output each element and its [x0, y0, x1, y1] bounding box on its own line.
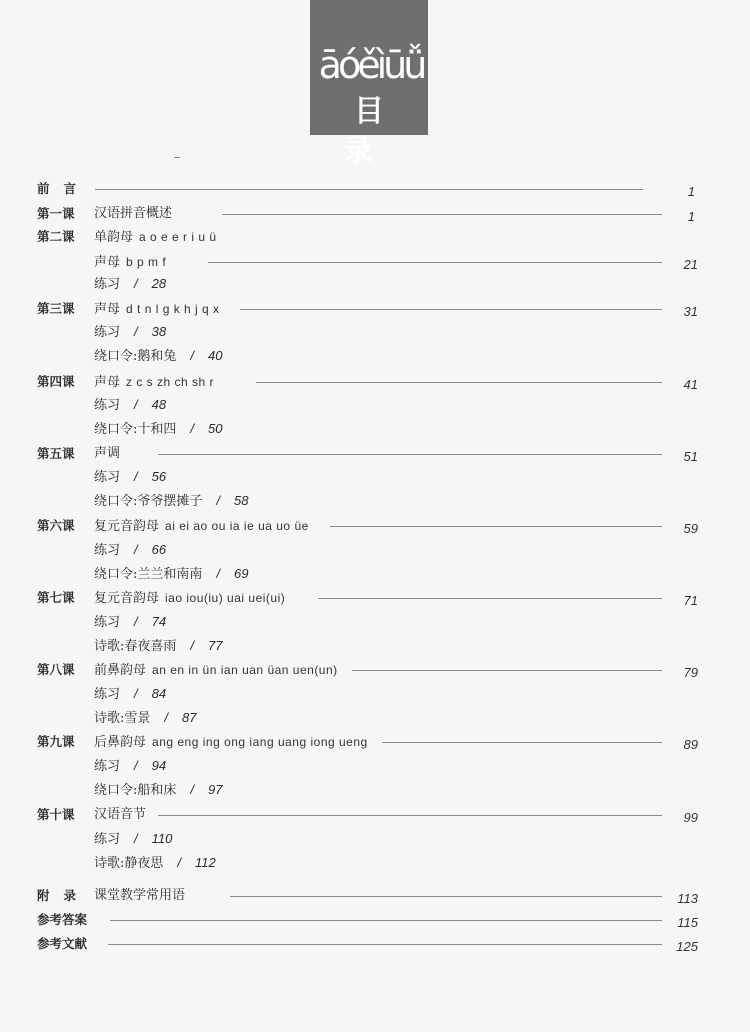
toc-inline-page-number: 56: [151, 469, 167, 484]
toc-title: [94, 466, 166, 489]
toc-leader-line: [240, 309, 662, 310]
toc-title-text: 练习: [94, 325, 121, 340]
toc-title: [94, 371, 214, 394]
toc-entry[interactable]: [0, 731, 750, 753]
toc-entry[interactable]: [0, 563, 750, 585]
toc-entry[interactable]: [0, 466, 750, 488]
toc-entry[interactable]: [0, 539, 750, 561]
toc-title: [94, 659, 338, 682]
toc-page-number: 1: [687, 184, 695, 199]
toc-title: [94, 563, 248, 586]
toc-inline-page-number: 69: [234, 566, 249, 581]
toc-title: [94, 321, 166, 344]
toc-title: [94, 683, 166, 706]
toc-title: [94, 203, 172, 225]
toc-slash: /: [134, 758, 138, 773]
toc-entry[interactable]: [0, 852, 750, 874]
toc-page-number: 89: [683, 737, 698, 752]
svg-text:āóěìūǚ: āóěìūǚ: [318, 43, 424, 87]
toc-title: [94, 443, 120, 465]
toc-slash: /: [190, 638, 195, 653]
toc-page-number: 51: [683, 449, 698, 464]
toc-entry[interactable]: [0, 683, 750, 705]
toc-inline-page-number: 84: [151, 686, 167, 701]
pinyin-decoration: [316, 34, 426, 92]
toc-title: [94, 707, 196, 730]
toc-leader-line: [108, 944, 662, 945]
toc-leader-line: [158, 454, 662, 455]
toc-title-text: 练习: [94, 470, 121, 485]
toc-phonetics: ang eng ing ong iang uang iong ueng: [152, 735, 368, 749]
toc-title: [94, 828, 172, 851]
toc-title: [94, 490, 248, 513]
toc-inline-page-number: 48: [151, 397, 167, 412]
toc-slash: /: [216, 566, 221, 581]
toc-entry[interactable]: [0, 371, 750, 393]
toc-entry[interactable]: [0, 298, 750, 320]
toc-entry[interactable]: [0, 251, 750, 273]
toc-slash: /: [190, 348, 195, 363]
toc-page-number: 59: [683, 521, 698, 536]
toc-title-text: 练习: [94, 615, 121, 630]
toc-title-text: 练习: [94, 687, 121, 702]
toc-page-number: 21: [683, 257, 698, 272]
page-title: 目录: [343, 94, 406, 169]
toc-page-number: 99: [683, 810, 698, 825]
toc-entry[interactable]: [0, 394, 750, 416]
toc-title-text: 复元音韵母: [94, 591, 160, 606]
toc-inline-page-number: 66: [151, 542, 167, 557]
toc-phonetics: b p m f: [126, 255, 167, 269]
toc-title-text: 声母: [94, 375, 121, 390]
toc-page-number: 113: [677, 891, 698, 906]
toc-phonetics: d t n l g k h j q x: [126, 302, 220, 316]
toc-inline-page-number: 38: [151, 324, 167, 339]
toc-title-text: 诗歌:静夜思: [94, 856, 164, 871]
toc-inline-page-number: 40: [208, 348, 223, 363]
toc-slash: /: [134, 831, 138, 846]
toc-title: [94, 587, 285, 610]
toc-leader-line: [382, 742, 662, 743]
toc-inline-page-number: 110: [151, 831, 173, 846]
toc-entry[interactable]: [0, 933, 750, 955]
toc-leader-line: [208, 262, 662, 263]
toc-chapter-label: 第四课: [37, 374, 75, 389]
toc-page-number: 31: [683, 304, 698, 319]
toc-title-text: 声母: [94, 255, 121, 270]
toc-title: [94, 731, 368, 754]
toc-inline-page-number: 58: [234, 493, 249, 508]
toc-phonetics: ai ei ao ou ia ie ua uo üe: [165, 519, 309, 533]
toc-title-text: 绕口令:鹅和兔: [94, 349, 177, 364]
toc-chapter-label: 第八课: [37, 662, 75, 677]
toc-leader-line: [256, 382, 662, 383]
toc-title: [94, 418, 222, 441]
toc-title-text: 练习: [94, 277, 121, 292]
toc-slash: /: [134, 276, 138, 291]
toc-inline-page-number: 87: [182, 710, 197, 725]
toc-leader-line: [110, 920, 662, 921]
toc-title-text: 声母: [94, 302, 121, 317]
toc-slash: /: [190, 421, 195, 436]
toc-entry[interactable]: [0, 755, 750, 777]
toc-entry[interactable]: [0, 178, 750, 200]
toc-title: [94, 611, 166, 634]
toc-title-text: 汉语拼音概述: [94, 206, 173, 221]
toc-phonetics: z c s zh ch sh r: [126, 375, 215, 389]
toc-title: [94, 885, 185, 907]
toc-slash: /: [164, 710, 169, 725]
toc-slash: /: [134, 397, 138, 412]
toc-entry[interactable]: [0, 707, 750, 729]
toc-title: [94, 298, 220, 321]
toc-title-text: 练习: [94, 398, 121, 413]
toc-title: [94, 394, 166, 417]
toc-entry[interactable]: [0, 659, 750, 681]
toc-chapter-label: 第九课: [37, 734, 75, 749]
toc-title-text: 诗歌:雪景: [94, 711, 151, 726]
toc-leader-line: [222, 214, 662, 215]
toc-entry[interactable]: [0, 635, 750, 657]
toc-entry[interactable]: [0, 345, 750, 367]
toc-title-text: 汉语音节: [94, 807, 147, 822]
toc-page-number: 71: [683, 593, 698, 608]
toc-inline-page-number: 77: [208, 638, 223, 653]
toc-slash: /: [134, 686, 138, 701]
toc-inline-page-number: 94: [151, 758, 167, 773]
toc-slash: /: [177, 855, 182, 870]
toc-title-text: 绕口令:爷爷摆摊子: [94, 494, 203, 509]
toc-entry[interactable]: [0, 611, 750, 633]
scan-speck: [174, 157, 180, 158]
toc-inline-page-number: 50: [208, 421, 223, 436]
toc-title: [94, 273, 166, 296]
toc-slash: /: [216, 493, 221, 508]
toc-slash: /: [134, 542, 138, 557]
toc-title: [94, 852, 216, 875]
toc-title-text: 绕口令:兰兰和南南: [94, 567, 203, 582]
toc-page-number: 1: [687, 209, 695, 224]
toc-entry[interactable]: [0, 203, 750, 225]
toc-title: [94, 251, 166, 274]
toc-slash: /: [190, 782, 195, 797]
toc-entry[interactable]: [0, 804, 750, 826]
toc-leader-line: [318, 598, 662, 599]
toc-title-text: 单韵母: [94, 230, 134, 245]
toc-title-text: 复元音韵母: [94, 519, 160, 534]
toc-leader-line: [230, 896, 662, 897]
toc-entry[interactable]: [0, 587, 750, 609]
toc-chapter-label: 第二课: [37, 229, 75, 244]
toc-title: [94, 345, 222, 368]
toc-entry[interactable]: [0, 779, 750, 801]
toc-slash: /: [134, 469, 138, 484]
toc-entry[interactable]: [0, 490, 750, 512]
toc-title-text: 诗歌:春夜喜雨: [94, 639, 177, 654]
toc-entry[interactable]: [0, 909, 750, 931]
toc-title-text: 声调: [94, 446, 121, 461]
toc-chapter-label: 参考答案: [37, 912, 88, 927]
toc-chapter-label: 第一课: [37, 206, 75, 221]
toc-chapter-label: 第七课: [37, 590, 75, 605]
toc-slash: /: [134, 614, 138, 629]
toc-title: [94, 515, 309, 538]
toc-inline-page-number: 112: [195, 855, 216, 870]
toc-entry[interactable]: [0, 443, 750, 465]
toc-phonetics: an en in ün ian uan üan uen(un): [152, 663, 338, 677]
toc-inline-page-number: 74: [151, 614, 167, 629]
toc-title: [94, 779, 222, 802]
toc-entry[interactable]: [0, 321, 750, 343]
toc-title-text: 练习: [94, 543, 121, 558]
toc-title: [94, 804, 146, 826]
toc-page-number: 115: [677, 915, 698, 930]
toc-entry[interactable]: [0, 418, 750, 440]
toc-title: [94, 539, 166, 562]
toc-chapter-label: 附录: [37, 888, 91, 903]
toc-entry[interactable]: [0, 515, 750, 537]
toc-phonetics: iao iou(iu) uai uei(ui): [165, 591, 286, 605]
toc-entry[interactable]: [0, 273, 750, 295]
toc-title-text: 绕口令:十和四: [94, 422, 177, 437]
toc-phonetics: a o e e r i u ü: [139, 230, 217, 244]
toc-entry[interactable]: [0, 226, 750, 248]
toc-title-text: 绕口令:船和床: [94, 783, 177, 798]
toc-chapter-label: 第六课: [37, 518, 75, 533]
toc-title: [94, 635, 222, 658]
toc-title: [94, 226, 217, 249]
toc-page-number: 125: [676, 939, 698, 954]
toc-leader-line: [95, 189, 643, 190]
toc-chapter-label: 前言: [37, 181, 91, 196]
toc-inline-page-number: 97: [208, 782, 223, 797]
toc-slash: /: [134, 324, 138, 339]
toc-title-text: 练习: [94, 759, 121, 774]
toc-title-text: 课堂教学常用语: [94, 888, 186, 903]
toc-title: [94, 755, 166, 778]
toc-inline-page-number: 28: [151, 276, 167, 291]
toc-entry[interactable]: [0, 885, 750, 907]
toc-title-text: 练习: [94, 832, 121, 847]
toc-title-text: 前鼻韵母: [94, 663, 147, 678]
toc-chapter-label: 第五课: [37, 446, 75, 461]
toc-title-text: 后鼻韵母: [94, 735, 147, 750]
toc-page-number: 79: [683, 665, 698, 680]
toc-leader-line: [352, 670, 662, 671]
toc-leader-line: [330, 526, 662, 527]
toc-chapter-label: 参考文献: [37, 936, 88, 951]
toc-entry[interactable]: [0, 828, 750, 850]
toc-page-number: 41: [683, 377, 698, 392]
toc-chapter-label: 第三课: [37, 301, 75, 316]
toc-chapter-label: 第十课: [37, 807, 75, 822]
toc-leader-line: [158, 815, 662, 816]
